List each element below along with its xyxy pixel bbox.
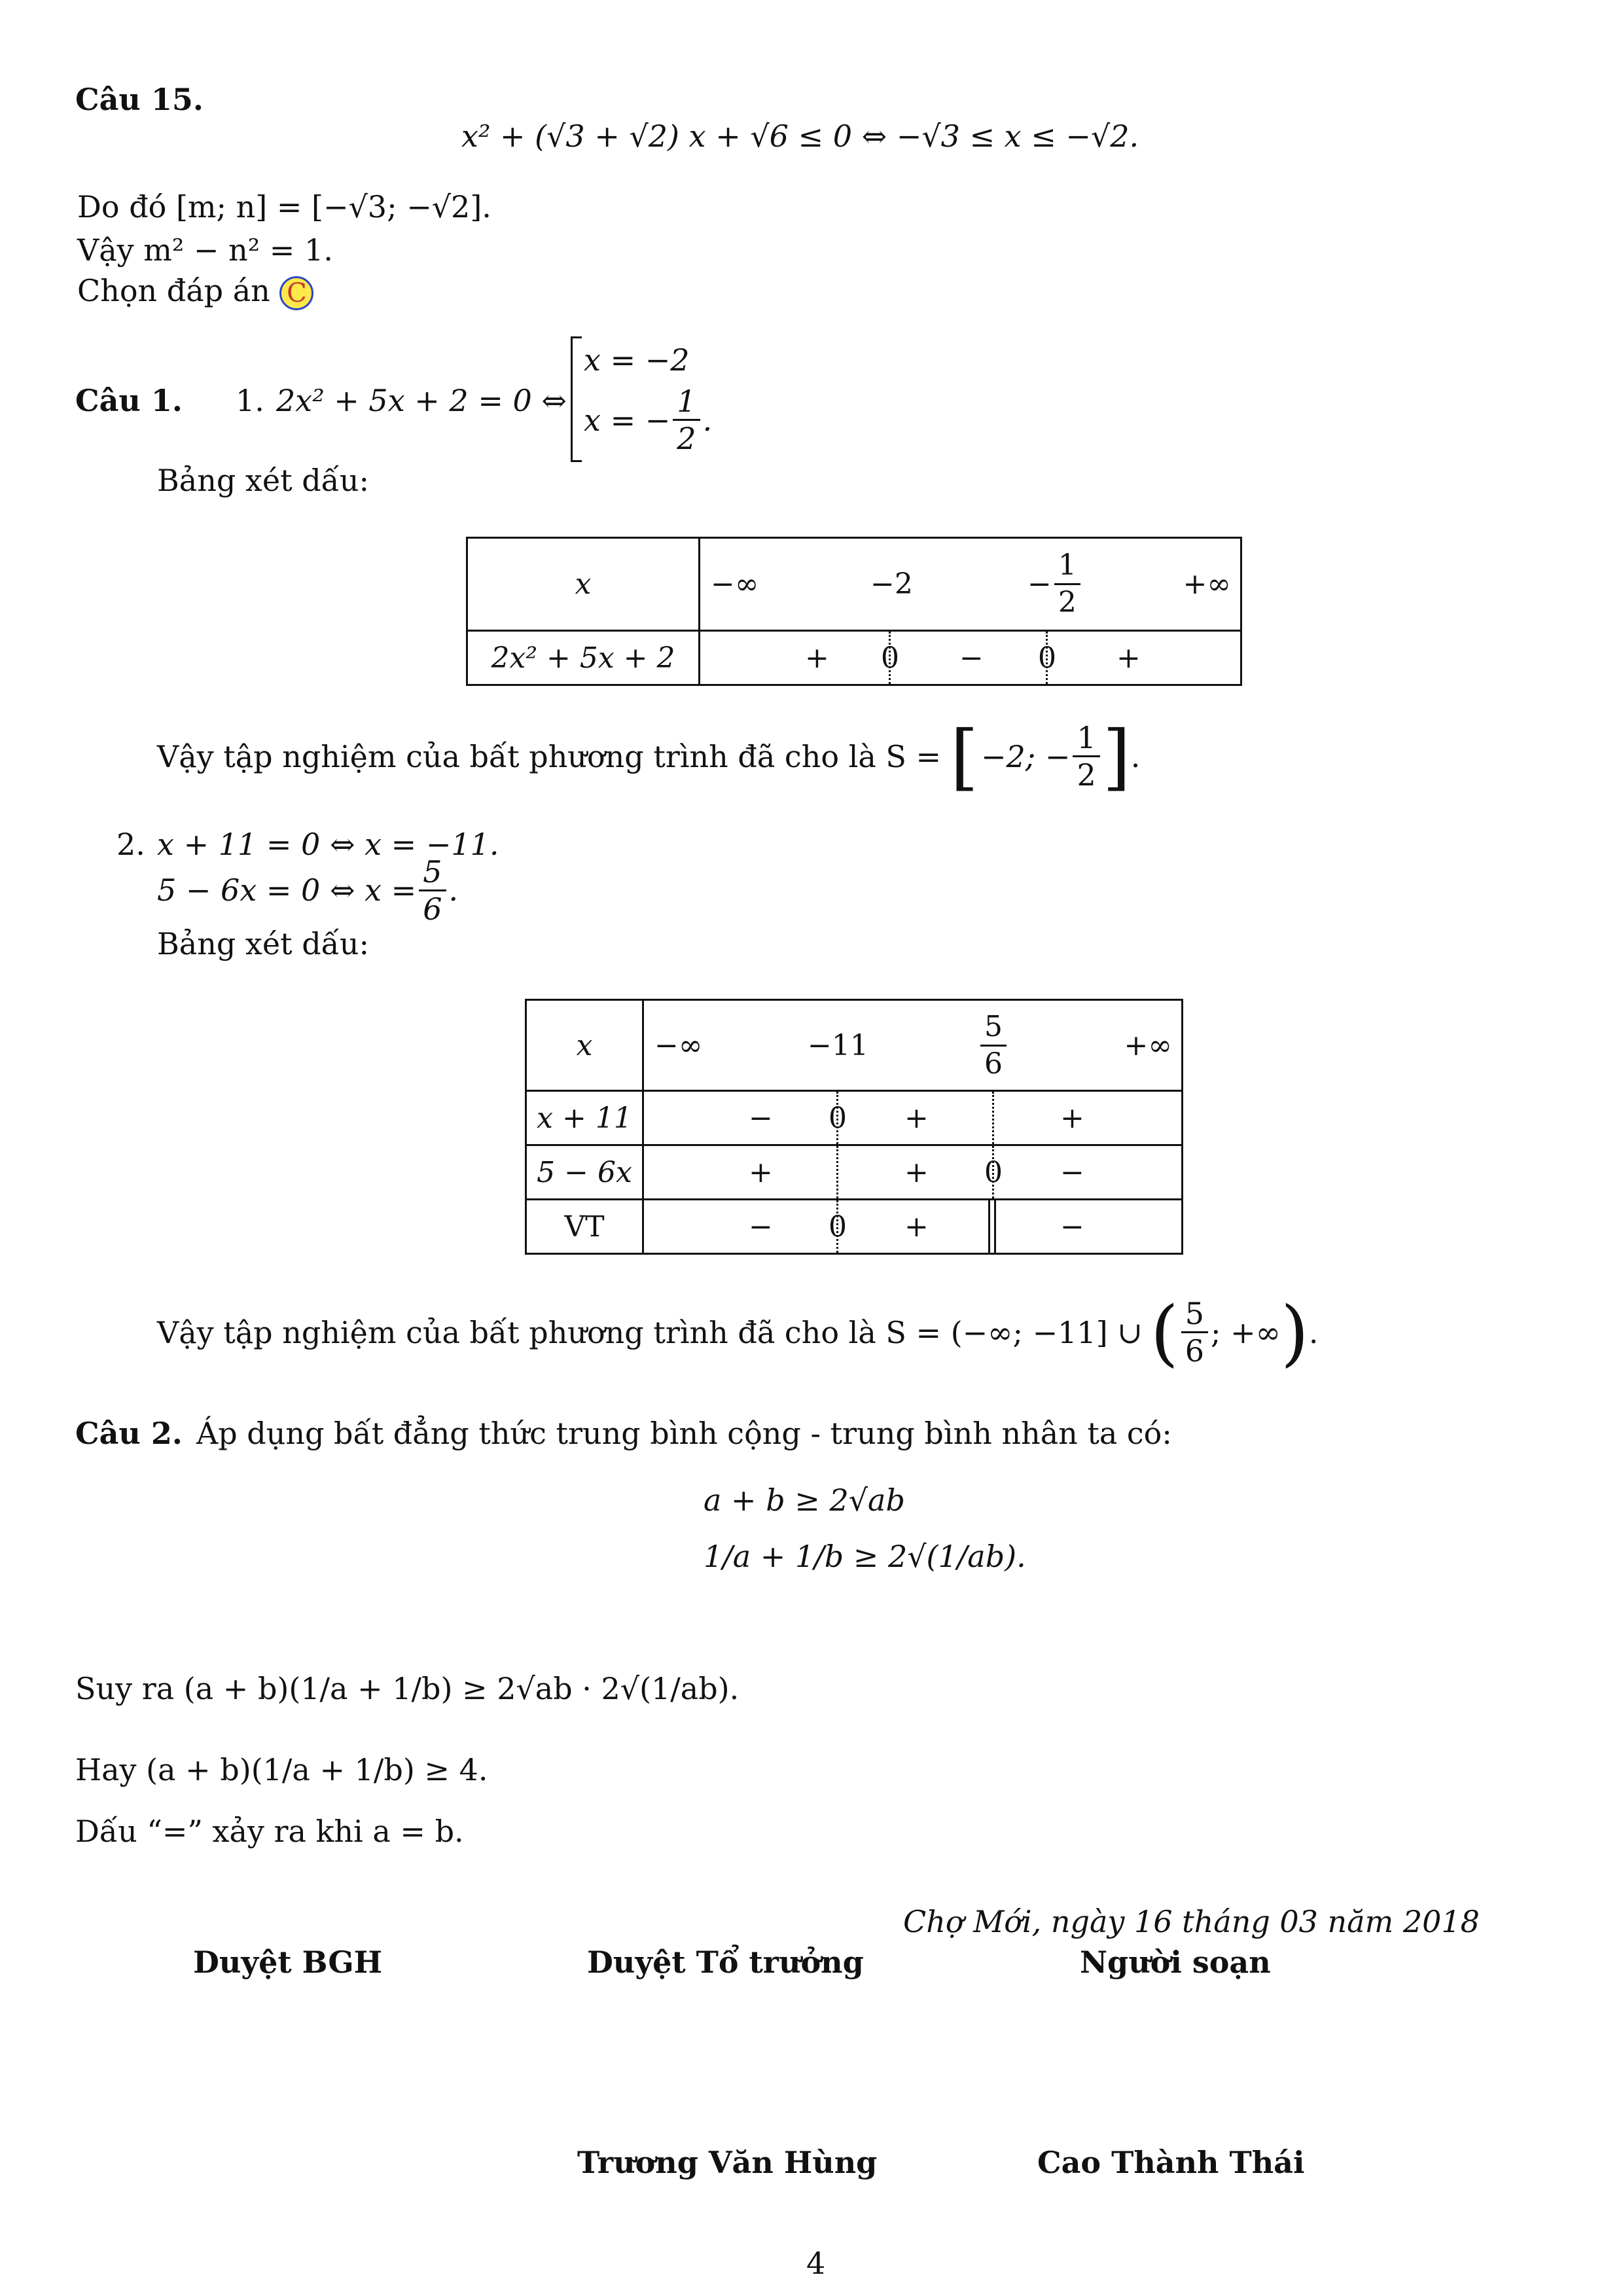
paren-left: ( <box>1150 1290 1179 1374</box>
q2-heading: Câu 2. <box>75 1416 183 1451</box>
table1-root1: −2 <box>870 567 913 601</box>
conclusion1-set: −2; − <box>981 738 1071 774</box>
table1-pos-inf: +∞ <box>1183 567 1231 601</box>
table2-r1-s2: + <box>904 1101 929 1135</box>
sign-table-1 <box>466 537 1242 686</box>
table2-r3-s2: + <box>904 1210 929 1244</box>
conclusion1-prefix: Vậy tập nghiệm của bất phương trình đã cho là S = <box>157 738 942 774</box>
q15-heading: Câu 15. <box>75 82 204 117</box>
q1-part2-conclusion: Vậy tập nghiệm của bất phương trình đã cho là S = (−∞; −11] ∪ ( $\frac{5}{6}$ ; +∞ ) . <box>157 1290 1319 1374</box>
q1-part1-conclusion: Vậy tập nghiệm của bất phương trình đã cho là S = [ −2; − $\frac{1}{2}$ ] . <box>157 714 1141 798</box>
table1-zero-2: 0 <box>1038 641 1056 675</box>
answer-badge: C <box>279 276 313 310</box>
table1-x-header <box>467 538 700 631</box>
q1-part1-num: 1. <box>236 383 264 418</box>
table2-row1-dot2 <box>992 1092 994 1144</box>
sol2-fraction <box>673 384 700 456</box>
conclusion2-den: 6 <box>1185 1333 1205 1369</box>
q15-equation: x² + (√3 + √2) x + √6 ≤ 0 ⇔ −√3 ≤ x ≤ −√2. <box>461 118 1139 154</box>
col3-title: Người soạn <box>1080 1945 1271 1980</box>
table2-r2-s1: + <box>749 1155 773 1189</box>
table2-r3-s1: − <box>749 1210 773 1244</box>
place-date: Chợ Mới, ngày 16 tháng 03 năm 2018 <box>903 1904 1480 1939</box>
table1-row-label: 2x² + 5x + 2 <box>491 641 675 675</box>
table1-root2-frac <box>1054 548 1080 620</box>
table2-r2-s3: − <box>1060 1155 1084 1189</box>
table2-x-values <box>643 1000 1183 1091</box>
q1-part2-line2: 5 − 6x = 0 ⇔ x = $\frac{5}{6}$ . <box>157 853 459 927</box>
table2-r1-zero: 0 <box>829 1101 847 1135</box>
q15-answer-line <box>77 272 313 310</box>
line2-prefix: 5 − 6x = 0 ⇔ x = <box>157 872 417 908</box>
table2-root2 <box>978 1001 1009 1090</box>
table2-row1-signs <box>643 1091 1183 1145</box>
table1-sign-1: + <box>805 641 829 675</box>
table1-neg-inf: −∞ <box>711 567 759 601</box>
line2-num: 5 <box>419 854 446 891</box>
paren-right: ) <box>1281 1290 1309 1374</box>
table2-x-label: x <box>576 1028 593 1062</box>
table1-x-label: x <box>575 567 592 601</box>
table2-row2-label-cell <box>526 1145 643 1200</box>
q2-ineq2: 1/a + 1/b ≥ 2√(1/ab). <box>704 1539 1026 1574</box>
q1-part2-num: 2. <box>116 827 145 862</box>
solution-bracket <box>571 336 582 462</box>
col2-title: Duyệt Tổ trưởng <box>587 1945 864 1980</box>
table2-pos-inf: +∞ <box>1124 1028 1172 1062</box>
table2-r2-s2: + <box>904 1155 929 1189</box>
line2-den: 6 <box>423 891 442 927</box>
table1-x-values <box>700 538 1241 631</box>
table1-sign-3: + <box>1116 641 1141 675</box>
sol2-den: 2 <box>677 421 696 456</box>
q15-line3: Chọn đáp án <box>77 273 270 308</box>
q1-part2-line1: x + 11 = 0 ⇔ x = −11. <box>157 827 499 862</box>
q1-part1-equation: 2x² + 5x + 2 = 0 ⇔ <box>276 383 567 418</box>
conclusion2-suffix: ; +∞ <box>1211 1314 1281 1350</box>
col2-name: Trương Văn Hùng <box>577 2145 878 2180</box>
table2-row1-label: x + 11 <box>537 1101 632 1135</box>
q1-part1-sol2 <box>584 384 712 456</box>
table2-row2-label: 5 − 6x <box>537 1155 632 1189</box>
q2-ineq1: a + b ≥ 2√ab <box>704 1482 905 1518</box>
conclusion2-frac <box>1181 1296 1208 1369</box>
q2-suy-ra: Suy ra (a + b)(1/a + 1/b) ≥ 2√ab · 2√(1/ab). <box>75 1671 740 1706</box>
q2-hay: Hay (a + b)(1/a + 1/b) ≥ 4. <box>75 1752 488 1787</box>
sol2-num: 1 <box>673 384 700 421</box>
page-number: 4 <box>806 2246 826 2281</box>
q1-part1-table-label: Bảng xét dấu: <box>157 463 369 498</box>
conclusion1-den: 2 <box>1077 757 1096 793</box>
table2-r3-s3: − <box>1060 1210 1084 1244</box>
conclusion1-frac <box>1073 720 1099 793</box>
table1-root2 <box>1027 539 1083 630</box>
bracket-left: [ <box>950 714 978 798</box>
conclusion2-prefix: Vậy tập nghiệm của bất phương trình đã cho là S = (−∞; −11] ∪ <box>157 1314 1143 1350</box>
table1-root2-den: 2 <box>1058 586 1077 619</box>
q1-part1-sol1: x = −2 <box>584 342 690 378</box>
table2-row2-signs <box>643 1145 1183 1200</box>
conclusion1-num: 1 <box>1073 720 1099 757</box>
table2-r1-s3: + <box>1060 1101 1084 1135</box>
q15-line2: Vậy m² − n² = 1. <box>77 232 333 268</box>
q1-heading: Câu 1. <box>75 383 183 418</box>
col1-title: Duyệt BGH <box>193 1945 383 1980</box>
q2-dau: Dấu “=” xảy ra khi a = b. <box>75 1814 464 1849</box>
table2-row3-signs <box>643 1200 1183 1254</box>
line2-frac <box>419 854 446 927</box>
sol2-suffix: . <box>702 402 713 438</box>
table2-root2-num: 5 <box>980 1009 1007 1047</box>
table2-row1-label-cell <box>526 1091 643 1145</box>
table1-row-label-cell <box>467 631 700 685</box>
conclusion2-num: 5 <box>1181 1296 1208 1333</box>
table1-root2-num: 1 <box>1054 548 1080 585</box>
table2-neg-inf: −∞ <box>654 1028 703 1062</box>
table2-row3-label: VT <box>564 1210 605 1244</box>
q2-intro: Áp dụng bất đẳng thức trung bình cộng - trung bình nhân ta có: <box>196 1416 1172 1451</box>
table2-undefined-bar <box>988 1200 996 1253</box>
table2-r3-zero: 0 <box>829 1210 847 1244</box>
table2-root2-den: 6 <box>984 1047 1003 1081</box>
table1-row-signs <box>700 631 1241 685</box>
q15-line1: Do đó [m; n] = [−√3; −√2]. <box>77 189 491 224</box>
table2-row2-dot1 <box>836 1146 838 1198</box>
q1-part2-table-label: Bảng xét dấu: <box>157 926 369 961</box>
table1-sign-2: − <box>959 641 984 675</box>
table1-root2-sign: − <box>1027 567 1052 601</box>
table1-zero-1: 0 <box>881 641 899 675</box>
sign-table-2 <box>525 999 1183 1255</box>
table2-x-header <box>526 1000 643 1091</box>
table2-r1-s1: − <box>749 1101 773 1135</box>
table2-r2-zero: 0 <box>984 1155 1003 1189</box>
sol2-prefix: x = − <box>584 402 671 438</box>
table2-root1: −11 <box>808 1028 868 1062</box>
col3-name: Cao Thành Thái <box>1037 2145 1305 2180</box>
table2-root2-frac <box>980 1009 1007 1082</box>
table2-row3-label-cell <box>526 1200 643 1254</box>
bracket-right: ] <box>1102 714 1131 798</box>
